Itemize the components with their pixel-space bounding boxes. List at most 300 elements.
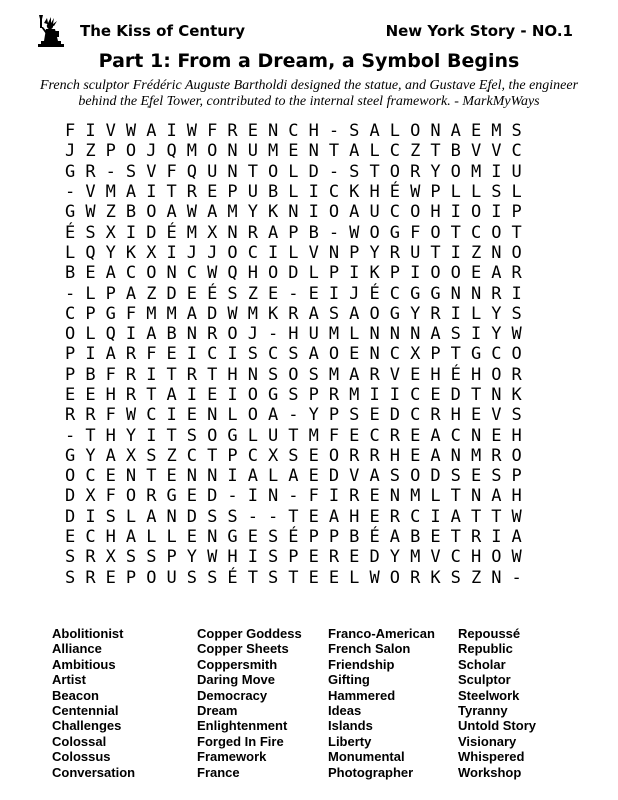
grid-letter: - xyxy=(288,486,299,507)
grid-letter: H xyxy=(105,385,116,405)
grid-letter: E xyxy=(247,527,258,548)
grid-row xyxy=(60,344,560,364)
grid-letter: Y xyxy=(369,242,380,263)
grid-letter: X xyxy=(410,344,421,365)
grid-letter: V xyxy=(105,121,116,142)
grid-letter: N xyxy=(207,466,218,487)
word-list-item: Untold Story xyxy=(458,718,536,734)
grid-letter: É xyxy=(65,222,76,243)
grid-letter: E xyxy=(186,486,198,507)
grid-letter: O xyxy=(207,141,218,162)
grid-letter: M xyxy=(186,141,198,162)
grid-letter: W xyxy=(85,202,96,223)
grid-letter: E xyxy=(308,445,319,466)
grid-letter: É xyxy=(389,182,401,203)
grid-letter: S xyxy=(450,466,461,487)
grid-letter: L xyxy=(247,425,258,446)
word-list-item: Copper Sheets xyxy=(197,641,289,657)
grid-letter: H xyxy=(430,202,441,223)
grid-letter: W xyxy=(125,405,137,426)
grid-letter: S xyxy=(85,222,96,243)
grid-letter: H xyxy=(511,486,522,507)
grid-letter: - xyxy=(267,506,279,527)
grid-letter: K xyxy=(349,182,360,203)
grid-letter: V xyxy=(491,141,502,162)
grid-letter: M xyxy=(146,303,157,324)
grid-letter: I xyxy=(450,303,461,324)
grid-letter: U xyxy=(369,202,380,223)
grid-letter: S xyxy=(267,527,279,548)
grid-letter: O xyxy=(389,567,401,588)
grid-letter: O xyxy=(369,303,380,324)
grid-letter: I xyxy=(450,242,461,263)
grid-letter: I xyxy=(186,385,198,405)
grid-letter: Z xyxy=(166,445,177,466)
grid-letter: B xyxy=(410,527,421,548)
grid-letter: R xyxy=(369,445,380,466)
grid-letter: T xyxy=(450,486,461,507)
grid-letter: A xyxy=(369,121,380,142)
grid-letter: R xyxy=(186,182,198,203)
grid-letter: L xyxy=(470,303,482,324)
grid-letter: H xyxy=(470,364,482,385)
grid-letter: P xyxy=(227,445,238,466)
grid-letter: D xyxy=(328,466,340,487)
grid-letter: Y xyxy=(491,324,502,345)
grid-letter: O xyxy=(491,222,502,243)
grid-row xyxy=(60,243,560,263)
grid-letter: A xyxy=(349,141,360,162)
grid-letter: I xyxy=(430,506,441,527)
grid-letter: Y xyxy=(85,445,96,466)
grid-letter: E xyxy=(105,466,116,487)
grid-letter: I xyxy=(227,466,238,487)
grid-letter: K xyxy=(267,202,279,223)
grid-letter: E xyxy=(349,425,360,446)
grid-letter: T xyxy=(450,222,461,243)
grid-letter: R xyxy=(288,303,299,324)
grid-letter: O xyxy=(227,242,238,263)
grid-letter: H xyxy=(369,182,380,203)
grid-letter: C xyxy=(288,121,299,142)
grid-letter: X xyxy=(207,222,218,243)
grid-letter: E xyxy=(65,527,76,548)
grid-letter: V xyxy=(85,182,96,203)
grid-letter: R xyxy=(207,324,218,345)
word-list-item: Whispered xyxy=(458,749,525,765)
grid-letter: C xyxy=(389,141,401,162)
grid-letter: O xyxy=(410,466,421,487)
grid-row xyxy=(60,568,560,588)
grid-letter: E xyxy=(247,121,258,142)
grid-letter: T xyxy=(146,385,157,405)
grid-letter: S xyxy=(105,506,116,527)
grid-letter: C xyxy=(328,182,340,203)
grid-letter: W xyxy=(369,567,380,588)
grid-letter: A xyxy=(105,263,116,284)
grid-letter: P xyxy=(105,141,116,162)
grid-letter: X xyxy=(85,486,96,507)
grid-letter: T xyxy=(207,445,218,466)
grid-letter: V xyxy=(430,547,441,568)
grid-letter: A xyxy=(389,527,401,548)
grid-letter: O xyxy=(511,445,522,466)
grid-letter: R xyxy=(491,445,502,466)
word-list-item: Workshop xyxy=(458,764,522,780)
grid-letter: T xyxy=(247,567,258,588)
grid-letter: N xyxy=(267,121,279,142)
grid-letter: A xyxy=(186,303,198,324)
word-list-item: Framework xyxy=(197,749,267,765)
grid-letter: P xyxy=(288,222,299,243)
grid-letter: - xyxy=(65,283,76,304)
grid-letter: E xyxy=(288,141,299,162)
grid-letter: E xyxy=(308,283,319,304)
grid-letter: N xyxy=(369,344,380,365)
grid-letter: B xyxy=(308,222,319,243)
grid-letter: L xyxy=(146,527,157,548)
grid-row xyxy=(60,507,560,527)
grid-letter: A xyxy=(166,385,177,405)
grid-letter: O xyxy=(328,202,340,223)
grid-letter: S xyxy=(207,506,218,527)
grid-letter: T xyxy=(369,161,380,182)
grid-letter: M xyxy=(267,141,279,162)
grid-letter: X xyxy=(125,445,137,466)
grid-letter: C xyxy=(85,527,96,548)
grid-letter: R xyxy=(389,506,401,527)
word-list-item: Steelwork xyxy=(458,687,520,703)
grid-letter: S xyxy=(288,344,299,365)
grid-letter: S xyxy=(227,506,238,527)
grid-letter: M xyxy=(186,222,198,243)
grid-letter: C xyxy=(491,344,502,365)
grid-letter: É xyxy=(369,283,380,304)
grid-letter: M xyxy=(328,324,340,345)
grid-row xyxy=(60,222,560,242)
grid-letter: N xyxy=(288,202,299,223)
grid-letter: B xyxy=(166,324,177,345)
grid-letter: E xyxy=(349,547,360,568)
grid-letter: R xyxy=(511,364,522,385)
grid-letter: F xyxy=(328,425,340,446)
grid-letter: R xyxy=(227,121,238,142)
grid-letter: I xyxy=(166,405,177,426)
grid-letter: O xyxy=(146,263,157,284)
grid-letter: E xyxy=(207,182,218,203)
grid-letter: D xyxy=(430,466,441,487)
grid-letter: T xyxy=(288,567,299,588)
grid-letter: G xyxy=(430,283,441,304)
grid-letter: D xyxy=(207,303,218,324)
grid-letter: I xyxy=(491,527,502,548)
grid-letter: B xyxy=(349,527,360,548)
grid-letter: W xyxy=(207,263,218,284)
grid-letter: V xyxy=(349,466,360,487)
grid-letter: I xyxy=(125,324,137,345)
word-list-item: Colossal xyxy=(52,733,107,749)
grid-letter: L xyxy=(430,486,441,507)
grid-letter: C xyxy=(247,445,258,466)
grid-letter: I xyxy=(308,202,319,223)
grid-letter: M xyxy=(166,303,177,324)
grid-letter: X xyxy=(146,242,157,263)
grid-letter: R xyxy=(389,242,401,263)
word-list-item: Islands xyxy=(328,718,373,734)
grid-letter: A xyxy=(430,324,441,345)
grid-letter: I xyxy=(227,385,238,405)
grid-letter: O xyxy=(146,567,157,588)
grid-letter: F xyxy=(207,121,218,142)
grid-letter: W xyxy=(349,222,360,243)
word-list-item: Franco-American xyxy=(328,626,435,641)
grid-letter: D xyxy=(65,506,76,527)
grid-letter: R xyxy=(470,527,482,548)
grid-letter: O xyxy=(207,425,218,446)
word-list-item: Coppersmith xyxy=(197,656,278,672)
word-list-item: Ambitious xyxy=(52,656,116,672)
grid-letter: B xyxy=(125,202,137,223)
grid-letter: W xyxy=(511,506,522,527)
grid-letter: P xyxy=(85,303,96,324)
grid-letter: R xyxy=(410,161,421,182)
grid-letter: T xyxy=(166,425,177,446)
grid-letter: S xyxy=(186,567,198,588)
word-list-item: Visionary xyxy=(458,733,517,749)
grid-letter: A xyxy=(146,121,157,142)
word-list-item: Beacon xyxy=(52,687,99,703)
grid-letter: R xyxy=(328,547,340,568)
grid-letter: O xyxy=(430,222,441,243)
grid-letter: J xyxy=(65,141,76,162)
grid-letter: E xyxy=(166,344,177,365)
grid-letter: H xyxy=(288,324,299,345)
grid-letter: C xyxy=(511,141,522,162)
grid-letter: I xyxy=(410,263,421,284)
grid-row xyxy=(60,446,560,466)
grid-letter: M xyxy=(470,445,482,466)
grid-letter: O xyxy=(470,202,482,223)
grid-letter: G xyxy=(470,344,482,365)
word-column xyxy=(52,626,135,780)
grid-letter: O xyxy=(410,121,421,142)
grid-letter: U xyxy=(207,161,218,182)
grid-letter: E xyxy=(166,466,177,487)
grid-letter: H xyxy=(105,425,116,446)
grid-letter: R xyxy=(491,283,502,304)
grid-letter: Y xyxy=(410,303,421,324)
grid-letter: E xyxy=(369,486,380,507)
grid-letter: P xyxy=(227,182,238,203)
grid-letter: T xyxy=(450,344,461,365)
grid-letter: A xyxy=(511,527,522,548)
grid-letter: A xyxy=(369,466,380,487)
grid-letter: E xyxy=(470,405,482,426)
grid-letter: A xyxy=(105,445,116,466)
grid-row xyxy=(60,365,560,385)
grid-letter: D xyxy=(186,506,198,527)
grid-letter: L xyxy=(227,405,238,426)
grid-letter: S xyxy=(227,283,238,304)
grid-letter: A xyxy=(349,202,360,223)
grid-letter: F xyxy=(146,344,157,365)
grid-letter: Y xyxy=(430,161,441,182)
grid-letter: W xyxy=(227,303,238,324)
grid-row xyxy=(60,527,560,547)
grid-letter: V xyxy=(389,364,401,385)
grid-letter: L xyxy=(349,324,360,345)
grid-letter: I xyxy=(186,344,198,365)
grid-letter: A xyxy=(430,425,441,446)
grid-letter: I xyxy=(85,506,96,527)
grid-letter: Y xyxy=(308,405,319,426)
grid-letter: - xyxy=(65,182,76,203)
grid-letter: G xyxy=(65,202,76,223)
grid-letter: O xyxy=(247,385,258,405)
grid-letter: T xyxy=(430,141,441,162)
grid-letter: É xyxy=(227,567,238,588)
grid-letter: A xyxy=(146,324,157,345)
grid-letter: A xyxy=(450,121,461,142)
grid-letter: T xyxy=(146,466,157,487)
grid-letter: F xyxy=(308,486,319,507)
grid-letter: S xyxy=(491,466,502,487)
grid-letter: R xyxy=(369,364,380,385)
word-list-item: Challenges xyxy=(52,718,122,734)
grid-letter: L xyxy=(511,182,522,203)
grid-letter: E xyxy=(470,263,482,284)
grid-letter: E xyxy=(430,385,441,405)
grid-letter: H xyxy=(247,263,258,284)
grid-letter: O xyxy=(227,324,238,345)
grid-letter: A xyxy=(267,405,279,426)
grid-letter: N xyxy=(186,466,198,487)
grid-letter: W xyxy=(186,121,198,142)
grid-letter: I xyxy=(166,121,177,142)
grid-letter: P xyxy=(511,202,522,223)
grid-letter: G xyxy=(227,425,238,446)
grid-letter: F xyxy=(105,486,116,507)
grid-letter: P xyxy=(328,263,340,284)
grid-row xyxy=(60,304,560,324)
grid-letter: L xyxy=(288,161,299,182)
grid-letter: - xyxy=(328,121,340,142)
grid-letter: Q xyxy=(85,242,96,263)
word-column xyxy=(458,626,536,780)
grid-row xyxy=(60,466,560,486)
grid-letter: P xyxy=(430,344,441,365)
grid-letter: - xyxy=(227,486,238,507)
grid-letter: P xyxy=(65,364,76,385)
grid-letter: M xyxy=(491,121,502,142)
grid-letter: W xyxy=(511,547,522,568)
grid-letter: M xyxy=(349,385,360,405)
grid-letter: D xyxy=(389,405,401,426)
grid-letter: I xyxy=(125,222,137,243)
grid-letter: H xyxy=(105,527,116,548)
grid-letter: A xyxy=(349,303,360,324)
grid-letter: N xyxy=(125,466,137,487)
grid-letter: I xyxy=(146,364,157,385)
grid-letter: E xyxy=(207,385,218,405)
grid-letter: I xyxy=(146,425,157,446)
grid-letter: L xyxy=(166,527,177,548)
grid-letter: S xyxy=(186,425,198,446)
grid-letter: O xyxy=(247,405,258,426)
grid-letter: O xyxy=(267,161,279,182)
grid-letter: R xyxy=(186,364,198,385)
series-episode: New York Story - NO.1 xyxy=(385,22,573,40)
grid-row xyxy=(60,182,560,202)
grid-letter: K xyxy=(125,242,137,263)
grid-letter: C xyxy=(146,405,157,426)
grid-letter: N xyxy=(491,385,502,405)
grid-letter: L xyxy=(65,242,76,263)
grid-letter: K xyxy=(430,567,441,588)
word-list-item: Democracy xyxy=(197,687,268,703)
grid-letter: L xyxy=(267,466,279,487)
page-header xyxy=(30,14,573,48)
word-list-item: Forged In Fire xyxy=(197,733,284,749)
grid-letter: I xyxy=(369,385,380,405)
grid-letter: V xyxy=(470,141,482,162)
grid-letter: H xyxy=(227,364,238,385)
grid-letter: I xyxy=(511,283,522,304)
grid-letter: E xyxy=(308,466,319,487)
grid-letter: N xyxy=(308,141,319,162)
grid-letter: D xyxy=(288,263,299,284)
grid-letter: G xyxy=(166,486,177,507)
grid-letter: O xyxy=(450,161,461,182)
grid-letter: E xyxy=(491,425,502,446)
grid-letter: N xyxy=(166,506,177,527)
grid-letter: P xyxy=(166,547,177,568)
grid-letter: O xyxy=(511,344,522,365)
grid-letter: S xyxy=(65,567,76,588)
grid-letter: C xyxy=(267,344,279,365)
grid-letter: E xyxy=(186,527,198,548)
grid-letter: O xyxy=(389,161,401,182)
grid-letter: R xyxy=(125,344,137,365)
grid-letter: D xyxy=(65,486,76,507)
grid-letter: S xyxy=(146,445,157,466)
grid-letter: X xyxy=(105,222,116,243)
grid-letter: R xyxy=(410,567,421,588)
grid-letter: M xyxy=(328,364,340,385)
grid-letter: J xyxy=(186,242,198,263)
grid-letter: I xyxy=(328,486,340,507)
grid-letter: N xyxy=(450,283,461,304)
grid-row xyxy=(60,385,560,405)
grid-letter: O xyxy=(450,263,461,284)
grid-letter: G xyxy=(389,303,401,324)
grid-letter: Q xyxy=(186,161,198,182)
grid-letter: É xyxy=(166,222,177,243)
grid-letter: D xyxy=(146,222,157,243)
grid-letter: E xyxy=(186,283,198,304)
grid-row xyxy=(60,324,560,344)
grid-letter: N xyxy=(491,567,502,588)
grid-letter: N xyxy=(410,324,421,345)
grid-letter: F xyxy=(105,364,116,385)
grid-letter: S xyxy=(511,405,522,426)
grid-letter: E xyxy=(410,445,421,466)
grid-letter: C xyxy=(65,303,76,324)
grid-letter: M xyxy=(227,202,238,223)
grid-letter: S xyxy=(125,161,137,182)
grid-letter: G xyxy=(410,283,421,304)
grid-letter: V xyxy=(146,161,157,182)
